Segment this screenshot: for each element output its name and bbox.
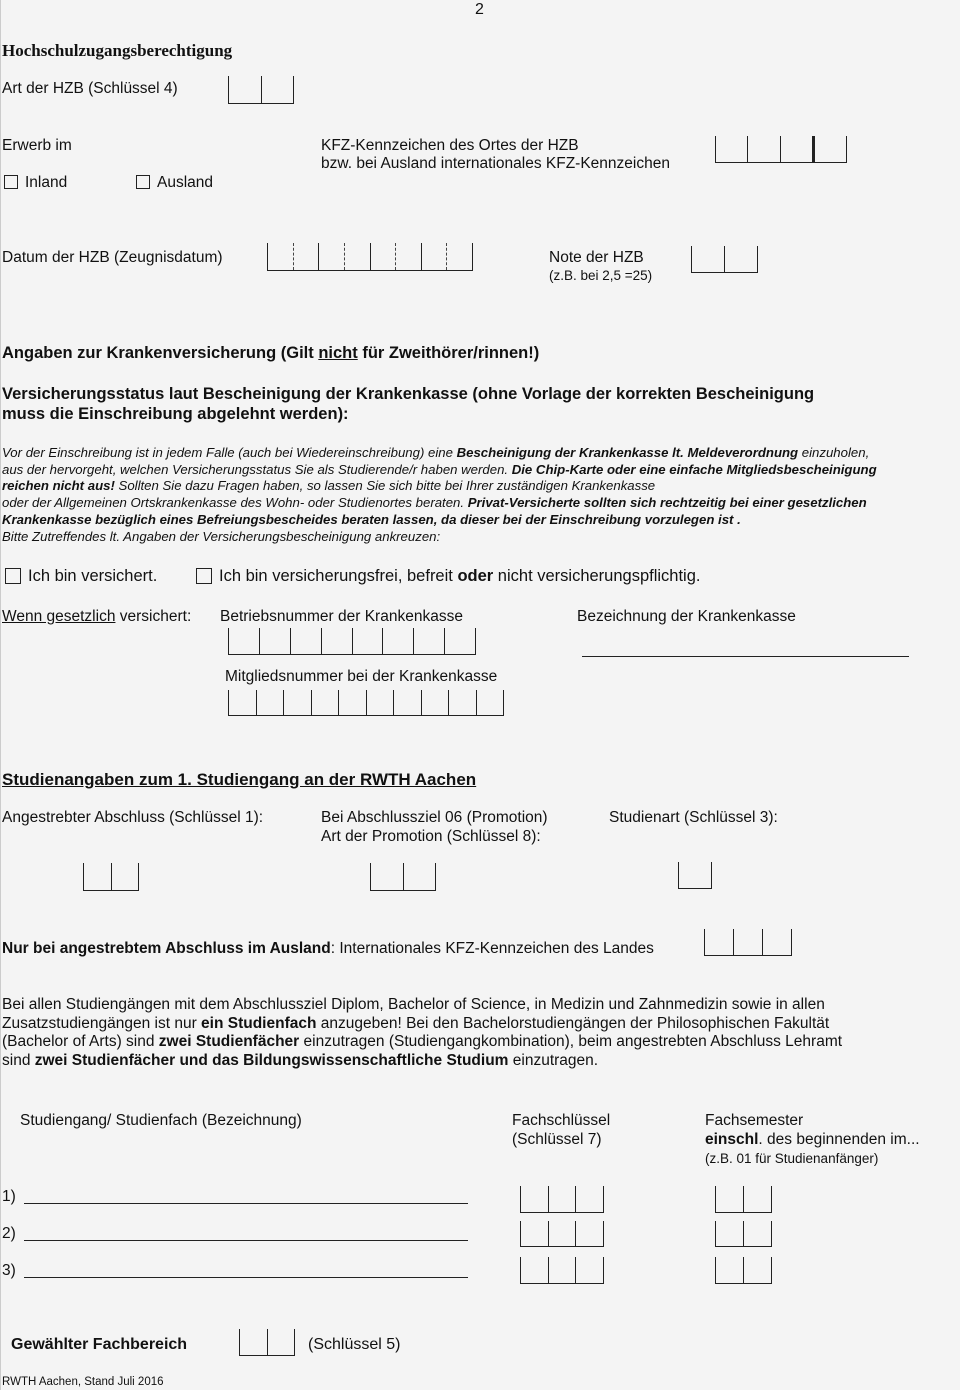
ausland-abschluss-label: Nur bei angestrebtem Abschluss im Ausland: Internationales KFZ-Kennzeichen des Landes: [2, 940, 654, 957]
row-2-fachschluessel[interactable]: [520, 1221, 604, 1247]
status-line-1: Versicherungsstatus laut Bescheinigung der Krankenkasse (ohne Vorlage der korrekten Bescheinigung: [2, 385, 815, 403]
studienart-label: Studienart (Schlüssel 3):: [609, 809, 778, 826]
col-fachschluessel: Fachschlüssel: [512, 1112, 611, 1129]
note-field[interactable]: [691, 246, 758, 273]
box-cell: [383, 628, 414, 654]
col-fachsemester: Fachsemester: [705, 1112, 804, 1129]
kfz-label-2: bzw. bei Ausland internationales KFZ-Kennzeichen: [321, 155, 670, 172]
art-hzb-field[interactable]: [228, 76, 294, 104]
box-cell: [679, 862, 711, 888]
inland-label: Inland: [25, 174, 68, 191]
col-studiengang: Studiengang/ Studienfach (Bezeichnung): [20, 1112, 302, 1129]
fachbereich-field[interactable]: [239, 1329, 295, 1356]
col-fachsemester-2: einschl. des beginnenden im...: [705, 1131, 920, 1148]
status-line-2: muss die Einschreibung abgelehnt werden):: [2, 405, 349, 423]
info-line-3: (Bachelor of Arts) sind zwei Studienfächer einzutragen (Studiengangkombination), beim angestrebten Abschluss Lehramt: [2, 1033, 843, 1050]
row-2-studienfach[interactable]: [24, 1240, 468, 1241]
box-cell: [576, 1221, 603, 1246]
box-cell: [294, 243, 320, 270]
box-cell: [367, 690, 395, 715]
abschluss-field[interactable]: [83, 863, 139, 891]
box-cell: [284, 690, 312, 715]
versichert-checkbox[interactable]: [5, 568, 21, 584]
mitgliedsnummer-label: Mitgliedsnummer bei der Krankenkasse: [225, 668, 498, 685]
hzb-title: Hochschulzugangsberechtigung: [2, 41, 233, 60]
box-cell: [396, 243, 422, 270]
erwerb-label: Erwerb im: [2, 137, 72, 154]
versicherungsfrei-checkbox[interactable]: [196, 568, 212, 584]
kv-heading: Angaben zur Krankenversicherung (Gilt nicht für Zweithörer/rinnen!): [2, 344, 540, 362]
info-line-4: sind zwei Studienfächer und das Bildungswissenschaftliche Studium einzutragen.: [2, 1052, 599, 1069]
box-cell: [744, 1257, 771, 1283]
datum-label: Datum der HZB (Zeugnisdatum): [2, 249, 223, 266]
mitgliedsnummer-field[interactable]: [228, 690, 504, 716]
box-cell: [781, 136, 815, 162]
box-cell: [763, 929, 791, 955]
ausland-label: Ausland: [157, 174, 214, 191]
page-number: 2: [475, 1, 484, 18]
betriebsnummer-label: Betriebsnummer der Krankenkasse: [220, 608, 463, 625]
betriebsnummer-field[interactable]: [228, 628, 476, 655]
box-cell: [477, 690, 504, 715]
fachbereich-key: (Schlüssel 5): [308, 1336, 401, 1353]
row-3-label: 3): [2, 1262, 16, 1279]
box-cell: [445, 628, 475, 654]
promotion-label-1: Bei Abschlussziel 06 (Promotion): [321, 809, 548, 826]
box-cell: [692, 246, 725, 272]
box-cell: [84, 863, 112, 890]
box-cell: [744, 1221, 771, 1246]
box-cell: [549, 1186, 577, 1212]
datum-field[interactable]: [267, 243, 473, 271]
box-cell: [549, 1257, 577, 1283]
fachbereich-label: Gewählter Fachbereich: [11, 1336, 188, 1353]
row-2-label: 2): [2, 1225, 16, 1242]
box-cell: [716, 1257, 744, 1283]
box-cell: [716, 136, 748, 162]
row-1-label: 1): [2, 1188, 16, 1205]
box-cell: [229, 690, 257, 715]
box-cell: [394, 690, 422, 715]
box-cell: [268, 1329, 295, 1355]
box-cell: [371, 243, 397, 270]
box-cell: [576, 1257, 603, 1283]
box-cell: [744, 1186, 771, 1212]
info-line-1: Bei allen Studiengängen mit dem Abschlussziel Diplom, Bachelor of Science, in Medizin und Zahnmedizin sowie in allen: [2, 996, 825, 1013]
box-cell: [725, 246, 757, 272]
box-cell: [549, 1221, 577, 1246]
box-cell: [734, 929, 763, 955]
box-cell: [449, 690, 477, 715]
inland-checkbox[interactable]: [4, 175, 18, 189]
bezeichnung-field[interactable]: [582, 656, 909, 657]
col-fachsemester-hint: (z.B. 01 für Studienanfänger): [705, 1151, 879, 1166]
abschluss-label: Angestrebter Abschluss (Schlüssel 1):: [2, 809, 264, 826]
box-cell: [576, 1186, 603, 1212]
box-cell: [260, 628, 291, 654]
note-label: Note der HZB: [549, 249, 644, 266]
box-cell: [521, 1186, 549, 1212]
box-cell: [521, 1257, 549, 1283]
box-cell: [422, 690, 450, 715]
bezeichnung-label: Bezeichnung der Krankenkasse: [577, 608, 796, 625]
row-2-fachsemester[interactable]: [715, 1221, 772, 1247]
info-line-2: Zusatzstudiengängen ist nur ein Studienfach anzugeben! Bei den Bachelorstudiengängen der Philosophischen Fakultät: [2, 1015, 830, 1032]
box-cell: [229, 76, 262, 103]
box-cell: [257, 690, 285, 715]
row-1-studienfach[interactable]: [24, 1203, 468, 1204]
box-cell: [371, 863, 404, 890]
ausland-kfz-field[interactable]: [704, 929, 792, 956]
box-cell: [716, 1186, 744, 1212]
versichert-label: Ich bin versichert.: [28, 567, 158, 585]
art-label: Art der HZB (Schlüssel 4): [2, 80, 178, 97]
box-cell: [748, 136, 780, 162]
row-3-studienfach[interactable]: [24, 1277, 468, 1278]
box-cell: [447, 243, 472, 270]
box-cell: [404, 863, 436, 890]
promotion-field[interactable]: [370, 863, 436, 891]
box-cell: [521, 1221, 549, 1246]
box-cell: [353, 628, 384, 654]
note-hint: (z.B. bei 2,5 =25): [549, 268, 653, 283]
ausland-checkbox[interactable]: [136, 175, 150, 189]
kfz-field[interactable]: [715, 136, 847, 163]
col-fachschluessel-hint: (Schlüssel 7): [512, 1131, 602, 1148]
row-3-fachsemester[interactable]: [715, 1257, 772, 1284]
box-cell: [229, 628, 260, 654]
row-1-fachsemester[interactable]: [715, 1186, 772, 1213]
wenn-label: Wenn gesetzlich versichert:: [2, 608, 192, 625]
box-cell: [291, 628, 322, 654]
box-cell: [414, 628, 445, 654]
studium-heading: Studienangaben zum 1. Studiengang an der RWTH Aachen: [2, 770, 477, 789]
box-cell: [345, 243, 371, 270]
box-cell: [319, 243, 345, 270]
box-cell: [268, 243, 294, 270]
box-cell: [262, 76, 294, 103]
footer: RWTH Aachen, Stand Juli 2016: [2, 1376, 164, 1388]
row-3-fachschluessel[interactable]: [520, 1257, 604, 1284]
box-cell: [422, 243, 448, 270]
kfz-label-1: KFZ-Kennzeichen des Ortes der HZB: [321, 137, 579, 154]
studienart-field[interactable]: [678, 862, 712, 889]
box-cell: [240, 1329, 268, 1355]
row-1-fachschluessel[interactable]: [520, 1186, 604, 1213]
kv-instructions: Vor der Einschreibung ist in jedem Falle (auch bei Wiedereinschreibung) eine Bescheinigung der Krankenkasse lt. Meldeverordnung einzuholen, aus der hervorgeht, welchen Versicherungsstatus Sie als Studierende/r haben werden. Die Chip-Karte oder eine einfache Mitgliedsbescheinigung reichen nicht aus! Sollten Sie dazu Fragen haben, so lassen Sie sich bitte bei Ihrer zuständigen Krankenkasse oder der Allgemeinen Ortskrankenkasse des Wohn- oder Studienortes beraten. Privat-Versicherte sollten sich rechtzeitig bei einer gesetzlichen Krankenkasse bezüglich eines Befreiungsbescheides beraten lassen, da dieser bei der Einschreibung vorzulegen ist . Bitte Zutreffendes lt. Angaben der Versicherungsbescheinigung ankreuzen:: [2, 445, 877, 544]
box-cell: [112, 863, 139, 890]
promotion-label-2: Art der Promotion (Schlüssel 8):: [321, 828, 541, 845]
box-cell: [312, 690, 340, 715]
box-cell: [322, 628, 353, 654]
box-cell: [339, 690, 367, 715]
box-cell: [705, 929, 734, 955]
box-cell: [815, 136, 846, 162]
box-cell: [716, 1221, 744, 1246]
versicherungsfrei-label: Ich bin versicherungsfrei, befreit oder nicht versicherungspflichtig.: [219, 567, 701, 585]
